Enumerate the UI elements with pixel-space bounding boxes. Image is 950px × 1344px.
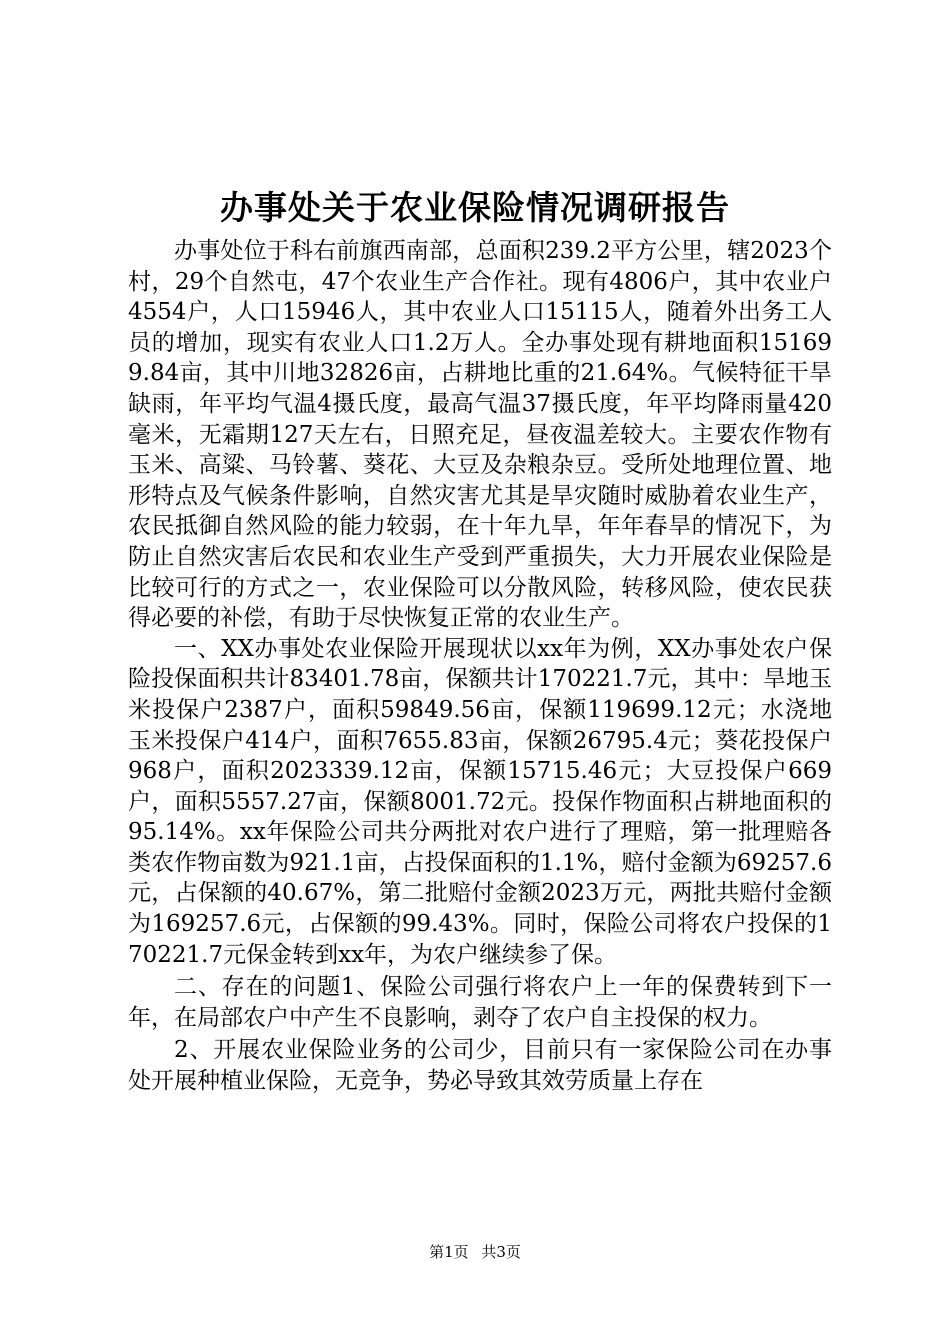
paragraph-section-2-problems: 二、存在的问题1、保险公司强行将农户上一年的保费转到下一年，在局部农户中产生不良影响，剥夺了农户自主投保的权力。 <box>128 974 832 1031</box>
page-number: 第1页 <box>429 1243 469 1261</box>
paragraph-problem-2: 2、开展农业保险业务的公司少，目前只有一家保险公司在办事处开展种植业保险，无竞争，势必导致其效劳质量上存在 <box>128 1037 832 1095</box>
document-title: 办事处关于农业保险情况调研报告 <box>220 188 730 227</box>
paragraph-overview: 办事处位于科右前旗西南部，总面积239.2平方公里，辖2023个村，29个自然屯，47个农业生产合作社。现有4806户，其中农业户4554户，人口15946人，其中农业人口15115人，随着外出务工人员的增加，现实有农业人口1.2万人。全办事处现有耕地面积151699.84亩，其中川地32826亩，占耕地比重的21.64%。气候特征干旱缺雨，年平均气温4摄氏度，最高气温37摄氏度，年平均降雨量420毫米，无霜期127天左右，日照充足，昼夜温差较大。主要农作物有玉米、高粱、马铃薯、葵花、大豆及杂粮杂豆。受所处地理位置、地形特点及气候条件影响，自然灾害尤其是旱灾随时威胁着农业生产，农民抵御自然风险的能力较弱，在十年九旱，年年春旱的情况下，为防止自然灾害后农民和农业生产受到严重损失，大力开展农业保险是比较可行的方式之一，农业保险可以分散风险，转移风险，使农民获得必要的补偿，有助于尽快恢复正常的农业生产。 <box>128 238 832 632</box>
page-footer <box>0 1242 950 1262</box>
paragraph-section-1-status: 一、XX办事处农业保险开展现状以xx年为例，XX办事处农户保险投保面积共计83401.78亩，保额共计170221.7元，其中：旱地玉米投保户2387户，面积59849.56亩，保额119699.12元；水浇地玉米投保户414户，面积7655.83亩，保额26795.4元；葵花投保户968户，面积2023339.12亩，保额15715.46元；大豆投保户669户，面积5557.27亩，保额8001.72元。投保作物面积占耕地面积的95.14%。xx年保险公司共分两批对农户进行了理赔，第一批理赔各类农作物亩数为921.1亩，占投保面积的1.1%，赔付金额为69257.6元，占保额的40.67%，第二批赔付金额2023万元，两批共赔付金额为169257.6元，占保额的99.43%。同时，保险公司将农户投保的170221.7元保金转到xx年，为农户继续参了保。 <box>128 635 832 968</box>
document-body <box>128 236 832 1097</box>
page-total: 共3页 <box>481 1243 521 1261</box>
